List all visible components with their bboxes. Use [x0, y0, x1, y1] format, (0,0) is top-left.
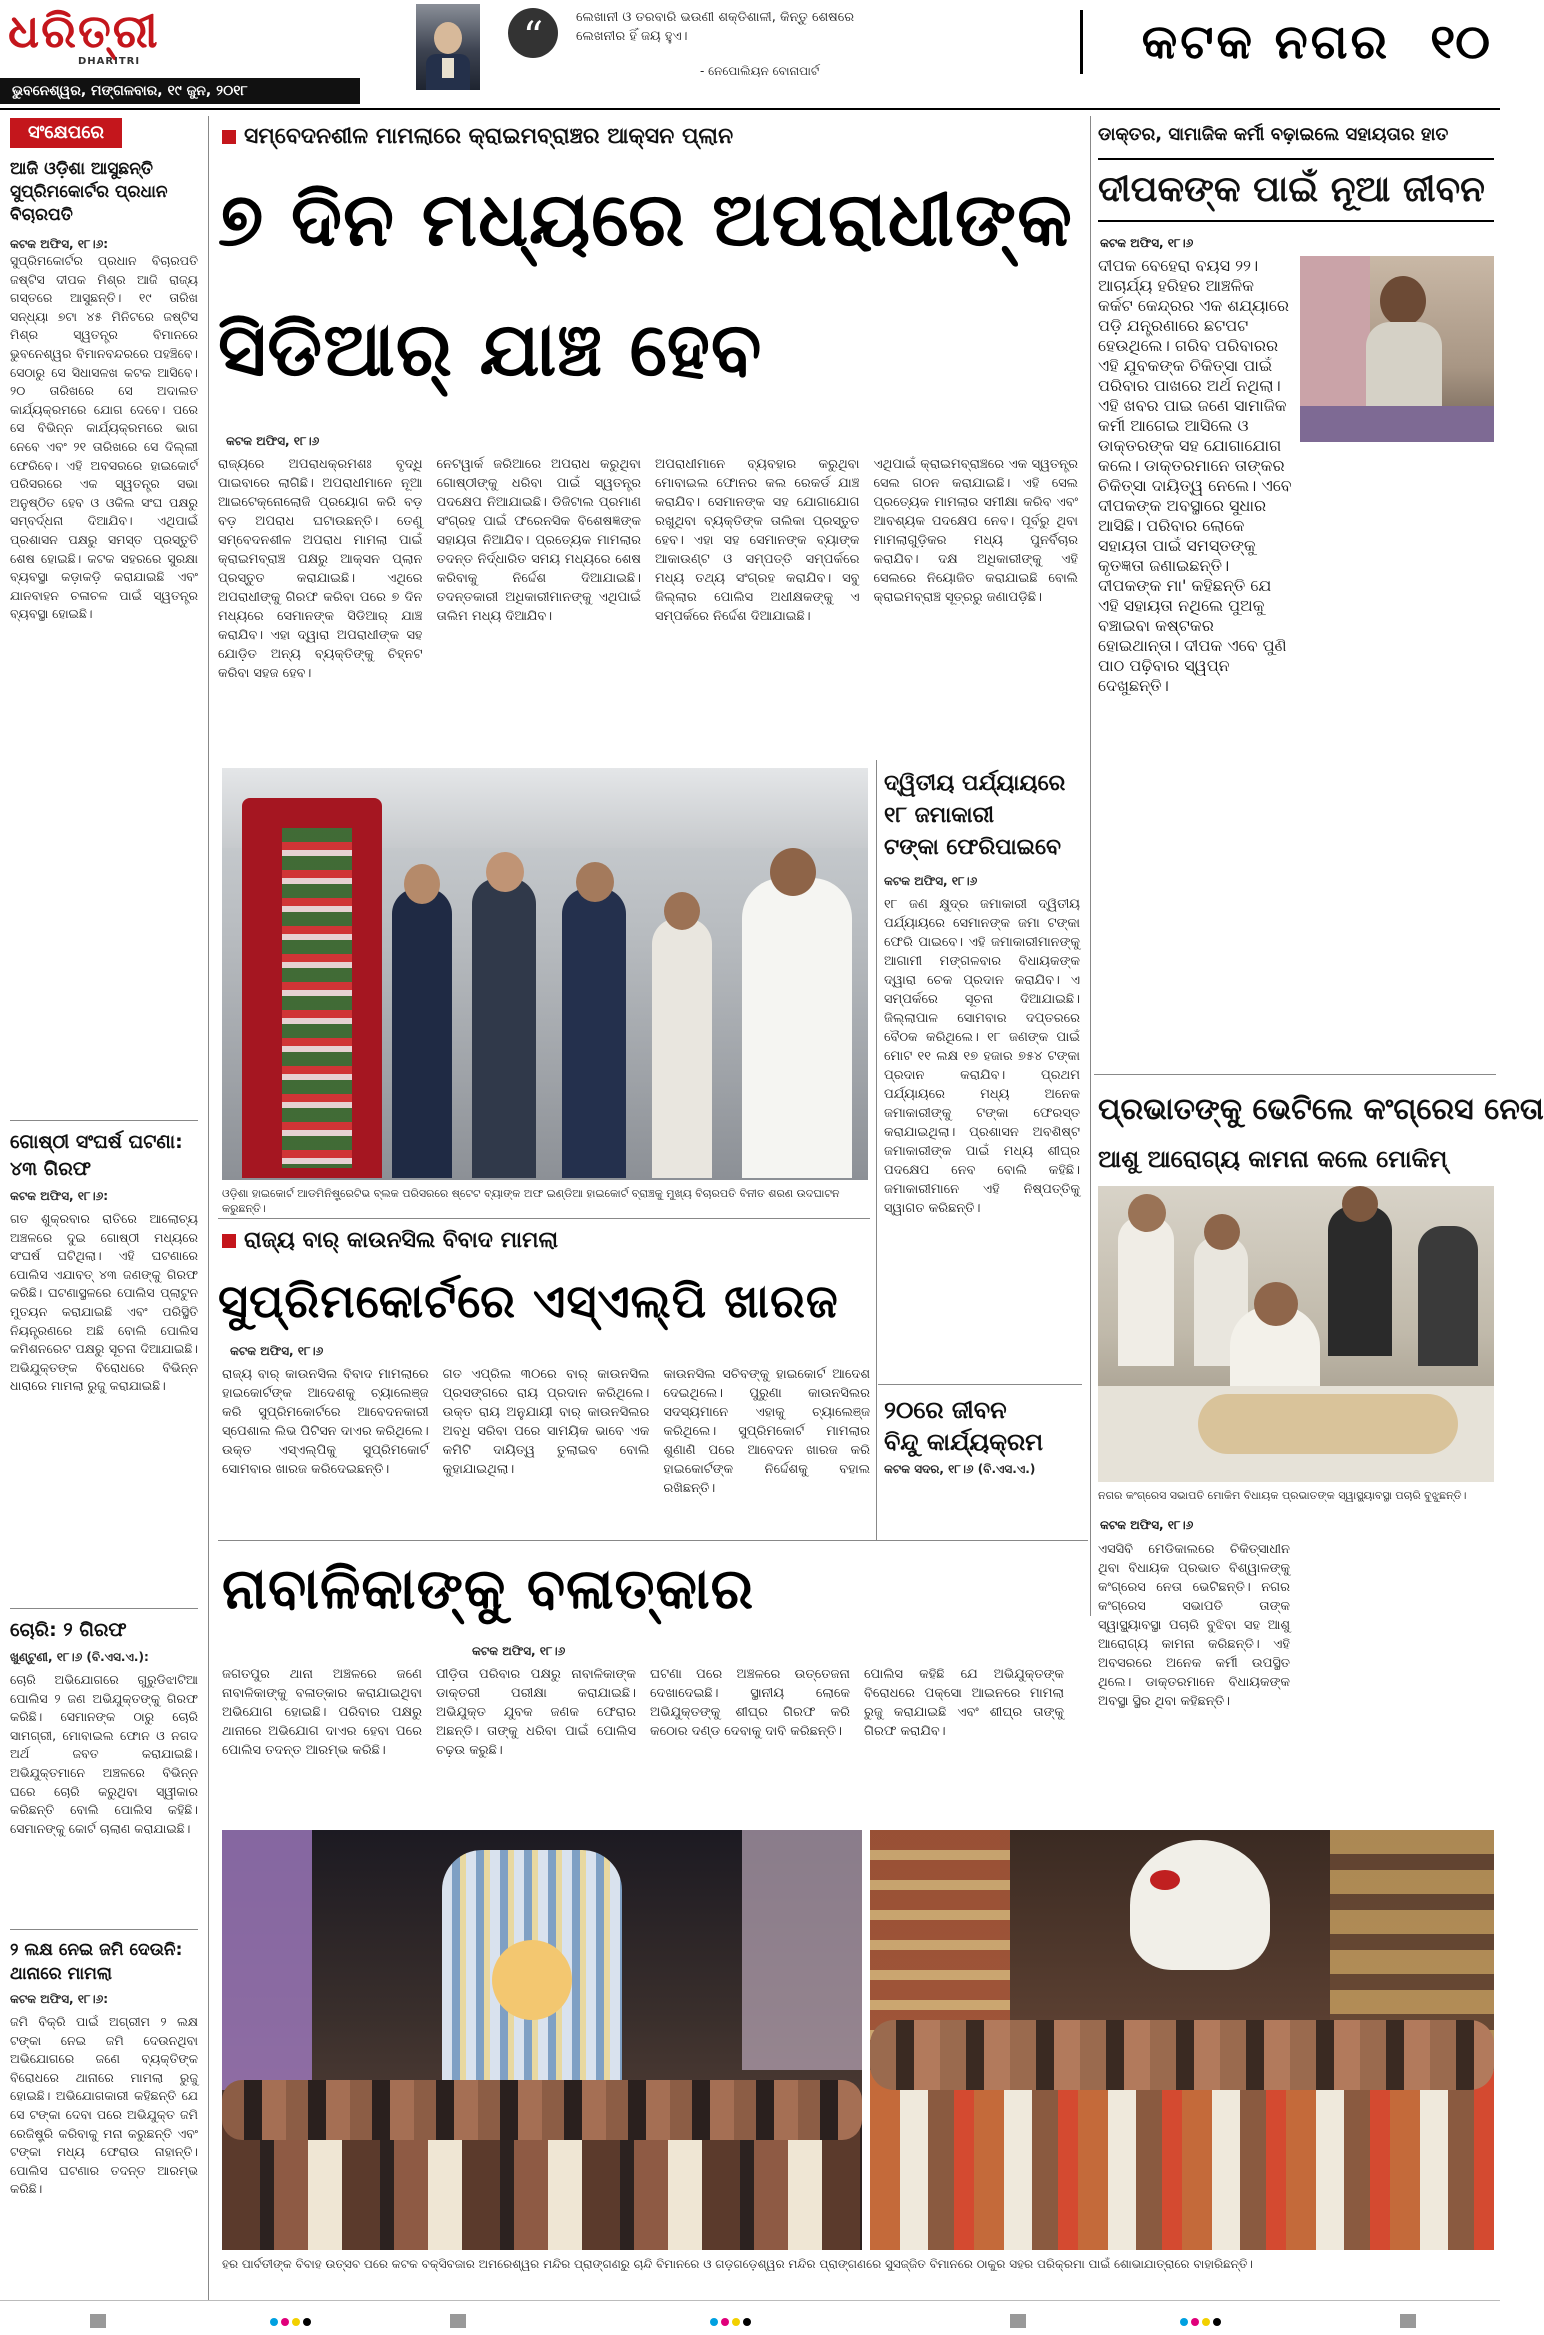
page-number: ୧୦	[1430, 14, 1490, 70]
cong-kicker: ଆଶୁ ଆରୋଗ୍ୟ କାମନା କଲେ ମୋକିମ୍	[1098, 1145, 1448, 1173]
bottom-caption: ହର ପାର୍ବତୀଙ୍କ ବିବାହ ଉତ୍ସବ ପରେ କଟକ ବକ୍ସିବଜାର ଅମରେଶ୍ୱର ମନ୍ଦିର ପ୍ରାଙ୍ଗଣରୁ ଚାନ୍ଦି ବିମାନରେ ଓ ଗଡ଼ଗଡ଼େଶ୍ୱର ମନ୍ଦିର ପ୍ରାଙ୍ଗଣରେ ସୁସଜ୍ଜିତ ବିମାନରେ ଠାକୁର ସହର ପରିକ୍ରମା ପାଇଁ ଶୋଭାଯାତ୍ରାରେ ବାହାରିଛନ୍ତି।	[222, 2257, 1253, 2271]
life-headline-1: ୨୦ରେ ଜୀବନ	[884, 1396, 1007, 1424]
bar-body	[222, 1340, 870, 1555]
dipak-kicker: ଡାକ୍ତର, ସାମାଜିକ କର୍ମୀ ବଢ଼ାଇଲେ ସହାୟତାର ହାତ	[1098, 124, 1449, 145]
masthead	[0, 0, 1500, 108]
bar-kicker: ରାଜ୍ୟ ବାର୍ କାଉନସିଲ ବିବାଦ ମାମଲା	[244, 1228, 559, 1253]
rape-col-3: ଘଟଣା ପରେ ଅଞ୍ଚଳରେ ଉତ୍ତେଜନା ଦେଖାଦେଇଛି। ସ୍ଥାନୀୟ ଲୋକେ ଅଭିଯୁକ୍ତଙ୍କୁ ଶୀଘ୍ର ଗିରଫ କରି କଠୋର ଦଣ୍ଡ ଦେବାକୁ ଦାବି କରିଛନ୍ତି।	[650, 1667, 850, 1739]
deposit-headline-1: ଦ୍ୱିତୀୟ ପର୍ଯ୍ୟାୟରେ	[884, 771, 1066, 796]
issue-date: ଭୁବନେଶ୍ୱର, ମଙ୍ଗଳବାର, ୧୯ ଜୁନ, ୨୦୧୮	[12, 83, 248, 99]
dipak-body-cont	[1098, 450, 1494, 1050]
brief-item1-body: ସୁପ୍ରିମକୋର୍ଟର ପ୍ରଧାନ ବିଚାରପତି ଜଷ୍ଟିସ ଦୀପକ ମିଶ୍ର ଆଜି ରାଜ୍ୟ ଗସ୍ତରେ ଆସୁଛନ୍ତି। ୧୯ ତାରିଖ ସନ୍ଧ୍ୟା ୭ଟା ୪୫ ମିନିଟରେ ଜଷ୍ଟିସ ମିଶ୍ର ସ୍ୱତନ୍ତ୍ର ବିମାନରେ ଭୁବନେଶ୍ୱର ବିମାନବନ୍ଦରରେ ପହଞ୍ଚିବେ। ସେଠାରୁ ସେ ସିଧାସଳଖ କଟକ ଆସିବେ। ୨୦ ତାରିଖରେ ସେ ଅଦାଲତ କାର୍ଯ୍ୟକ୍ରମରେ ଯୋଗ ଦେବେ। ପରେ ସେ ବିଭିନ୍ନ କାର୍ଯ୍ୟକ୍ରମରେ ଭାଗ ନେବେ ଏବଂ ୨୧ ତାରିଖରେ ସେ ଦିଲ୍ଲୀ ଫେରିବେ। ଏହି ଅବସରରେ ହାଇକୋର୍ଟ ପରିସରରେ ଏକ ସ୍ୱତନ୍ତ୍ର ସଭା ଅନୁଷ୍ଠିତ ହେବ ଓ ଓକିଲ ସଂଘ ପକ୍ଷରୁ ସମ୍ବର୍ଦ୍ଧନା ଦିଆଯିବ। ଏଥିପାଇଁ ପ୍ରଶାସନ ପକ୍ଷରୁ ସମସ୍ତ ପ୍ରସ୍ତୁତି ଶେଷ ହୋଇଛି। କଟକ ସହରରେ ସୁରକ୍ଷା ବ୍ୟବସ୍ଥା କଡ଼ାକଡ଼ି କରାଯାଇଛି ଏବଂ ଯାନବାହନ ଚଳାଚଳ ପାଇଁ ସ୍ୱତନ୍ତ୍ର ବ୍ୟବସ୍ଥା ହୋଇଛି।	[10, 253, 198, 622]
deposit-headline-2: ୧୮ ଜମାକାରୀ	[884, 803, 995, 828]
bar-col-1: ରାଜ୍ୟ ବାର୍ କାଉନସିଲ ବିବାଦ ମାମଲାରେ ହାଇକୋର୍ଟଙ୍କ ଆଦେଶକୁ ଚ୍ୟାଲେଞ୍ଜ କରି ସୁପ୍ରିମକୋର୍ଟରେ ଆବେଦନକାରୀ ସ୍ପେଶାଲ ଲିଭ ପିଟିସନ ଦାଏର କରିଥିଲେ। ଉକ୍ତ ଏସ୍ଏଲ୍ପିକୁ ସୁପ୍ରିମକୋର୍ଟ ସୋମବାର ଖାରଜ କରିଦେଇଛନ୍ତି।	[222, 1367, 429, 1477]
footer-crop-mark-right	[1400, 2314, 1416, 2328]
brief-item4-body: ଜମି ବିକ୍ରି ପାଇଁ ଅଗ୍ରୀମ ୨ ଲକ୍ଷ ଟଙ୍କା ନେଇ ଜମି ଦେଉନଥିବା ଅଭିଯୋଗରେ ଜଣେ ବ୍ୟକ୍ତିଙ୍କ ବିରୋଧରେ ଥାନାରେ ମାମଲା ରୁଜୁ ହୋଇଛି। ଅଭିଯୋଗକାରୀ କହିଛନ୍ତି ଯେ ସେ ଟଙ୍କା ଦେବା ପରେ ଅଭିଯୁକ୍ତ ଜମି ରେଜିଷ୍ଟ୍ରି କରିବାକୁ ମନା କରୁଛନ୍ତି ଏବଂ ଟଙ୍କା ମଧ୍ୟ ଫେରାଉ ନାହାନ୍ତି। ପୋଲିସ ଘଟଣାର ତଦନ୍ତ ଆରମ୍ଭ କରିଛି।	[10, 2014, 198, 2197]
deposit-dateline: କଟକ ଅଫିସ, ୧୮।୬	[884, 874, 978, 888]
dipak-headline-bar	[1098, 158, 1494, 222]
rape-col-4: ପୋଲିସ କହିଛି ଯେ ଅଭିଯୁକ୍ତଙ୍କ ବିରୋଧରେ ପକ୍ସୋ ଆଇନରେ ମାମଲା ରୁଜୁ କରାଯାଇଛି ଏବଂ ଶୀଘ୍ର ତାଙ୍କୁ ଗିରଫ କରାଯିବ।	[864, 1667, 1064, 1739]
rape-col-2: ପୀଡ଼ିତା ପରିବାର ପକ୍ଷରୁ ନାବାଳିକାଙ୍କ ଡାକ୍ତରୀ ପରୀକ୍ଷା କରାଯାଇଛି। ଅଭିଯୁକ୍ତ ଯୁବକ ଜଣକ ଫେରାର ଅଛନ୍ତି। ତାଙ୍କୁ ଧରିବା ପାଇଁ ପୋଲିସ ଚଢ଼ଉ କରୁଛି।	[436, 1667, 636, 1758]
lead-col-2: ନେଟୱାର୍କ ଜରିଆରେ ଅପରାଧ କରୁଥିବା ଗୋଷ୍ଠୀଙ୍କୁ ଧରିବା ପାଇଁ ସ୍ୱତନ୍ତ୍ର ପଦକ୍ଷେପ ନିଆଯାଇଛି। ଡିଜିଟାଲ ପ୍ରମାଣ ସଂଗ୍ରହ ପାଇଁ ଫରେନସିକ ବିଶେଷଜ୍ଞଙ୍କ ସହାୟତା ନିଆଯିବ। ପ୍ରତ୍ୟେକ ମାମଲାର ତଦନ୍ତ ନିର୍ଦ୍ଧାରିତ ସମୟ ମଧ୍ୟରେ ଶେଷ କରିବାକୁ ନିର୍ଦ୍ଦେଶ ଦିଆଯାଇଛି। ତଦନ୍ତକାରୀ ଅଧିକାରୀମାନଙ୍କୁ ଏଥିପାଇଁ ତାଲିମ ମଧ୍ୟ ଦିଆଯିବ।	[436, 457, 641, 624]
bar-kicker-wrap	[222, 1228, 872, 1253]
brief-item3-body: ଚୋରି ଅଭିଯୋଗରେ ଗୁରୁଡିଝାଟିଆ ପୋଲିସ ୨ ଜଣ ଅଭିଯୁକ୍ତଙ୍କୁ ଗିରଫ କରିଛି। ସେମାନଙ୍କ ଠାରୁ ଚୋରି ସାମଗ୍ରୀ, ମୋବାଇଲ ଫୋନ ଓ ନଗଦ ଅର୍ଥ ଜବତ କରାଯାଇଛି। ଅଭିଯୁକ୍ତମାନେ ଅଞ୍ଚଳରେ ବିଭିନ୍ନ ଘରେ ଚୋରି କରୁଥିବା ସ୍ୱୀକାର କରିଛନ୍ତି ବୋଲି ପୋଲିସ କହିଛି। ସେମାନଙ୍କୁ କୋର୍ଟ ଚାଲାଣ କରାଯାଇଛି।	[10, 1672, 198, 1836]
rape-headline: ନାବାଳିକାଙ୍କୁ ବଳାତ୍କାର	[222, 1557, 755, 1622]
bar-col-3: କାଉନସିଲ ସଚିବଙ୍କୁ ହାଇକୋର୍ଟ ଆଦେଶ ଦେଇଥିଲେ। ପୁରୁଣା କାଉନସିଲର ସଦସ୍ୟମାନେ ଏହାକୁ ଚ୍ୟାଲେଞ୍ଜ କରିଥିଲେ। ସୁପ୍ରିମକୋର୍ଟ ମାମଲାର ଶୁଣାଣି ପରେ ଆବେଦନ ଖାରଜ କରି ହାଇକୋର୍ଟଙ୍କ ନିର୍ଦ୍ଦେଶକୁ ବହାଲ ରଖିଛନ୍ତି।	[663, 1367, 871, 1496]
lead-col-1: ରାଜ୍ୟରେ ଅପରାଧକ୍ରମଶଃ ବୃଦ୍ଧି ପାଇବାରେ ଲାଗିଛି। ଅପରାଧୀମାନେ ନୂଆ ଆଇଟେକ୍ନୋଲୋଜି ପ୍ରୟୋଗ କରି ବଡ଼ ବଡ଼ ଅପରାଧ ଘଟାଉଛନ୍ତି। ତେଣୁ ସମ୍ବେଦନଶୀଳ ଅପରାଧ ମାମଲା ପାଇଁ କ୍ରାଇମବ୍ରାଞ୍ଚ ପକ୍ଷରୁ ଆକ୍ସନ ପ୍ଲାନ ପ୍ରସ୍ତୁତ କରାଯାଇଛି। ଏଥିରେ ଅପରାଧୀଙ୍କୁ ଗିରଫ କରିବା ପରେ ୭ ଦିନ ମଧ୍ୟରେ ସେମାନଙ୍କ ସିଡିଆର୍ ଯାଞ୍ଚ କରାଯିବ। ଏହା ଦ୍ୱାରା ଅପରାଧୀଙ୍କ ସହ ଯୋଡ଼ିତ ଅନ୍ୟ ବ୍ୟକ୍ତିଙ୍କୁ ଚିହ୍ନଟ କରିବା ସହଜ ହେବ।	[218, 457, 423, 681]
quote-mark-icon: “	[508, 8, 558, 58]
lead-col-3: ଅପରାଧୀମାନେ ବ୍ୟବହାର କରୁଥିବା ମୋବାଇଲ ଫୋନର କଲ ରେକର୍ଡ ଯାଞ୍ଚ କରାଯିବ। ସେମାନଙ୍କ ସହ ଯୋଗାଯୋଗ ରଖୁଥିବା ବ୍ୟକ୍ତିଙ୍କ ତାଲିକା ପ୍ରସ୍ତୁତ ହେବ। ଏହା ସହ ସେମାନଙ୍କ ବ୍ୟାଙ୍କ ଆକାଉଣ୍ଟ ଓ ସମ୍ପତ୍ତି ସମ୍ପର୍କରେ ମଧ୍ୟ ତଥ୍ୟ ସଂଗ୍ରହ କରାଯିବ। ସବୁ ଜିଲ୍ଲାର ପୋଲିସ ଅଧୀକ୍ଷକଙ୍କୁ ଏ ସମ୍ପର୍କରେ ନିର୍ଦ୍ଦେଶ ଦିଆଯାଇଛି।	[655, 457, 860, 624]
brief-column	[10, 118, 198, 2313]
cong-dateline: କଟକ ଅଫିସ, ୧୮।୬	[1100, 1518, 1194, 1532]
deposit-headline-3: ଟଙ୍କା ଫେରିପାଇବେ	[884, 835, 1062, 860]
registration-mark-1	[270, 2318, 311, 2326]
brief-item3-dateline: ଖୁଣ୍ଟୁଣୀ, ୧୮।୬ (ବି.ଏସ.ଏ.):	[10, 1650, 149, 1664]
rape-dateline: କଟକ ଅଫିସ, ୧୮।୬	[472, 1644, 566, 1658]
registration-mark-3	[1180, 2318, 1221, 2326]
dipak-headline: ଦୀପକଙ୍କ ପାଇଁ ନୂଆ ଜୀବନ	[1098, 169, 1485, 210]
rape-body	[222, 1640, 1492, 1820]
date-bar	[0, 78, 360, 104]
dipak-body: ଦୀପକ ବେହେରା ବୟସ ୨୨। ଆଚାର୍ଯ୍ୟ ହରିହର ଆଞ୍ଚଳିକ କର୍କଟ କେନ୍ଦ୍ରର ଏକ ଶଯ୍ୟାରେ ପଡ଼ି ଯନ୍ତ୍ରଣାରେ ଛଟପଟ ହେଉଥିଲେ। ଗରିବ ପରିବାରର ଏହି ଯୁବକଙ୍କ ଚିକିତ୍ସା ପାଇଁ ପରିବାର ପାଖରେ ଅର୍ଥ ନଥିଲା। ଏହି ଖବର ପାଇ ଜଣେ ସାମାଜିକ କର୍ମୀ ଆଗେଇ ଆସିଲେ ଓ ଡାକ୍ତରଙ୍କ ସହ ଯୋଗାଯୋଗ କଲେ। ଡାକ୍ତରମାନେ ତାଙ୍କର ଚିକିତ୍ସା ଦାୟିତ୍ୱ ନେଲେ। ଏବେ ଦୀପକଙ୍କ ଅବସ୍ଥାରେ ସୁଧାର ଆସିଛି। ପରିବାର ଲୋକେ ସହାୟତା ପାଇଁ ସମସ୍ତଙ୍କୁ କୃତଜ୍ଞତା ଜଣାଇଛନ୍ତି। ଦୀପକଙ୍କ ମା' କହିଛନ୍ତି ଯେ ଏହି ସହାୟତା ନଥିଲେ ପୁଅକୁ ବଞ୍ଚାଇବା କଷ୍ଟକର ହୋଇଥାନ୍ତା। ଦୀପକ ଏବେ ପୁଣି ପାଠ ପଢ଼ିବାର ସ୍ୱପ୍ନ ଦେଖୁଛନ୍ତି।	[1098, 256, 1292, 695]
lead-headline-2: ସିଡିଆର୍ ଯାଞ୍ଚ ହେବ	[218, 307, 763, 393]
deposit-body: ୧୮ ଜଣ କ୍ଷୁଦ୍ର ଜମାକାରୀ ଦ୍ୱିତୀୟ ପର୍ଯ୍ୟାୟରେ ସେମାନଙ୍କ ଜମା ଟଙ୍କା ଫେରି ପାଇବେ। ଏହି ଜମାକାରୀମାନଙ୍କୁ ଆଗାମୀ ମଙ୍ଗଳବାର ବିଧାୟକଙ୍କ ଦ୍ୱାରା ଚେକ ପ୍ରଦାନ କରାଯିବ। ଏ ସମ୍ପର୍କରେ ସୂଚନା ଦିଆଯାଇଛି। ଜିଲ୍ଲାପାଳ ସୋମବାର ଦପ୍ତରରେ ବୈଠକ କରିଥିଲେ। ୧୮ ଜଣଙ୍କ ପାଇଁ ମୋଟ ୧୧ ଲକ୍ଷ ୧୭ ହଜାର ୭୫୪ ଟଙ୍କା ପ୍ରଦାନ କରାଯିବ। ପ୍ରଥମ ପର୍ଯ୍ୟାୟରେ ମଧ୍ୟ ଅନେକ ଜମାକାରୀଙ୍କୁ ଟଙ୍କା ଫେରସ୍ତ କରାଯାଇଥିଲା। ପ୍ରଶାସନ ଅବଶିଷ୍ଟ ଜମାକାରୀଙ୍କ ପାଇଁ ମଧ୍ୟ ଶୀଘ୍ର ପଦକ୍ଷେପ ନେବ ବୋଲି କହିଛି। ଜମାକାରୀମାନେ ଏହି ନିଷ୍ପତ୍ତିକୁ ସ୍ୱାଗତ କରିଛନ୍ତି।	[884, 897, 1080, 1216]
brief-item1-title: ଆଜି ଓଡ଼ିଶା ଆସୁଛନ୍ତି ସୁପ୍ରିମକୋର୍ଟର ପ୍ରଧାନ ବିଚାରପତି	[10, 159, 168, 225]
logo-text: ଧରିତ୍ରୀ	[8, 4, 160, 58]
lead-body	[218, 430, 1078, 750]
lead-col-4: ଏଥିପାଇଁ କ୍ରାଇମବ୍ରାଞ୍ଚରେ ଏକ ସ୍ୱତନ୍ତ୍ର ସେଲ ଗଠନ କରାଯାଇଛି। ଏହି ସେଲ ପ୍ରତ୍ୟେକ ମାମଲାର ସମୀକ୍ଷା କରିବ ଏବଂ ଆବଶ୍ୟକ ପଦକ୍ଷେପ ନେବ। ପୂର୍ବରୁ ଥିବା ମାମଲାଗୁଡ଼ିକର ମଧ୍ୟ ପୁନର୍ବିଚାର କରାଯିବ। ଦକ୍ଷ ଅଧିକାରୀଙ୍କୁ ଏହି ସେଲରେ ନିୟୋଜିତ କରାଯାଇଛି ବୋଲି କ୍ରାଇମବ୍ରାଞ୍ଚ ସୂତ୍ରରୁ ଜଣାପଡ଼ିଛି।	[873, 457, 1078, 605]
life-headline-2: ବିନ୍ଦୁ କାର୍ଯ୍ୟକ୍ରମ	[884, 1428, 1044, 1456]
brief-item2-title: ଗୋଷ୍ଠୀ ସଂଘର୍ଷ ଘଟଣା: ୪୩ ଗିରଫ	[10, 1131, 183, 1180]
procession-photo-left	[222, 1830, 862, 2250]
quote-text: ଲେଖାନୀ ଓ ତରବାରି ଭଉଣୀ ଶକ୍ତିଶାଳୀ, କିନ୍ତୁ ଶେଷରେ ଲେଖନୀର ହିଁ ଜୟ ହୁଏ।	[576, 10, 855, 44]
bar-dateline: କଟକ ଅଫିସ, ୧୮।୬	[230, 1344, 324, 1358]
lead-dateline: କଟକ ଅଫିସ, ୧୮।୬	[226, 434, 320, 448]
lead-photo-caption: ଓଡ଼ିଶା ହାଇକୋର୍ଟ ଆଡମିନିଷ୍ଟ୍ରେଟିଭ ବ୍ଲକ ପରିସରରେ ଷ୍ଟେଟ ବ୍ୟାଙ୍କ ଅଫ ଇଣ୍ଡିଆ ହାଇକୋର୍ଟ ବ୍ରାଞ୍ଚକୁ ମୁଖ୍ୟ ବିଚାରପତି ବିନୀତ ଶରଣ ଉଦଘାଟନ କରୁଛନ୍ତି।	[222, 1187, 840, 1215]
lead-photo	[222, 768, 868, 1180]
life-story	[884, 1394, 1080, 1483]
dipak-photo	[1300, 256, 1494, 442]
bar-col-2: ଗତ ଏପ୍ରିଲ ୩୦ରେ ବାର୍ କାଉନସିଲ ପ୍ରସଙ୍ଗରେ ରାୟ ପ୍ରଦାନ କରିଥିଲେ। ଉକ୍ତ ରାୟ ଅନୁଯାୟୀ ବାର୍ କାଉନସିଲର ଅବଧି ସରିବା ପରେ ସାମୟିକ ଭାବେ ଏକ କମିଟି ଦାୟିତ୍ୱ ତୁଲାଇବ ବୋଲି କୁହାଯାଇଥିଲା।	[442, 1367, 650, 1477]
footer-crop-mark-2	[450, 2314, 466, 2328]
logo	[8, 4, 308, 70]
section-title: କଟକ ନଗର	[1141, 14, 1390, 70]
cong-photo	[1098, 1186, 1494, 1482]
lead-headline-1: ୭ ଦିନ ମଧ୍ୟରେ ଅପରାଧୀଙ୍କ	[218, 177, 1073, 263]
brief-item4-dateline: କଟକ ଅଫିସ, ୧୮।୬:	[10, 1992, 109, 2006]
life-dateline: କଟକ ସଦର, ୧୮।୬ (ବି.ଏସ.ଏ.)	[884, 1462, 1036, 1476]
deposit-story	[884, 768, 1080, 1395]
footer-crop-mark-3	[1010, 2314, 1026, 2328]
registration-mark-2	[710, 2318, 751, 2326]
brief-item3-title: ଚୋରି: ୨ ଗିରଫ	[10, 1619, 127, 1641]
rape-col-1: ଜଗତପୁର ଥାନା ଅଞ୍ଚଳରେ ଜଣେ ନାବାଳିକାଙ୍କୁ ବଳାତ୍କାର କରାଯାଇଥିବା ଅଭିଯୋଗ ହୋଇଛି। ପରିବାର ପକ୍ଷରୁ ଥାନାରେ ଅଭିଯୋଗ ଦାଏର ହେବା ପରେ ପୋଲିସ ତଦନ୍ତ ଆରମ୍ଭ କରିଛି।	[222, 1667, 422, 1758]
quote-portrait	[416, 4, 480, 90]
cong-photo-caption: ନଗର କଂଗ୍ରେସ ସଭାପତି ମୋକିମ ବିଧାୟକ ପ୍ରଭାତଙ୍କ ସ୍ୱାସ୍ଥ୍ୟାବସ୍ଥା ପଚାରି ବୁଝୁଛନ୍ତି।	[1098, 1489, 1467, 1502]
brief-item2-dateline: କଟକ ଅଫିସ, ୧୮।୬:	[10, 1189, 109, 1203]
footer-crop-mark-left	[90, 2314, 106, 2328]
bar-headline: ସୁପ୍ରିମକୋର୍ଟରେ ଏସ୍ଏଲ୍ପି ଖାରଜ	[218, 1274, 839, 1328]
quote-author: - ନେପୋଲିୟନ ବୋନାପାର୍ଟ	[700, 64, 820, 78]
brief-item2-body: ଗତ ଶୁକ୍ରବାର ରାତିରେ ଆଲୋଚ୍ୟ ଅଞ୍ଚଳରେ ଦୁଇ ଗୋଷ୍ଠୀ ମଧ୍ୟରେ ସଂଘର୍ଷ ଘଟିଥିଲା। ଏହି ଘଟଣାରେ ପୋଲିସ ଏଯାବତ୍ ୪୩ ଜଣଙ୍କୁ ଗିରଫ କରିଛି। ଘଟଣାସ୍ଥଳରେ ପୋଲିସ ପ୍ଲାଟୁନ ମୁତୟନ କରାଯାଇଛି ଏବଂ ପରିସ୍ଥିତି ନିୟନ୍ତ୍ରଣରେ ଅଛି ବୋଲି ପୋଲିସ କମିଶନରେଟ ପକ୍ଷରୁ ସୂଚନା ଦିଆଯାଇଛି। ଅଭିଯୁକ୍ତଙ୍କ ବିରୋଧରେ ବିଭିନ୍ନ ଧାରାରେ ମାମଲା ରୁଜୁ କରାଯାଇଛି।	[10, 1211, 198, 1394]
brief-item4-title: ୨ ଲକ୍ଷ ନେଇ ଜମି ଦେଉନି: ଥାନାରେ ମାମଲା	[10, 1940, 183, 1984]
lead-kicker: ସମ୍ବେଦନଶୀଳ ମାମଲାରେ କ୍ରାଇମବ୍ରାଞ୍ଚର ଆକ୍ସନ ପ୍ଲାନ	[244, 124, 734, 149]
cong-body-text: ଏସସିବି ମେଡିକାଲରେ ଚିକିତ୍ସାଧୀନ ଥିବା ବିଧାୟକ ପ୍ରଭାତ ବିଶ୍ୱାଳଙ୍କୁ କଂଗ୍ରେସ ନେତା ଭେଟିଛନ୍ତି। ନଗର କଂଗ୍ରେସ ସଭାପତି ତାଙ୍କ ସ୍ୱାସ୍ଥ୍ୟାବସ୍ଥା ପଚାରି ବୁଝିବା ସହ ଆଶୁ ଆରୋଗ୍ୟ କାମନା କରିଛନ୍ତି। ଏହି ଅବସରରେ ଅନେକ କର୍ମୀ ଉପସ୍ଥିତ ଥିଲେ। ଡାକ୍ତରମାନେ ବିଧାୟକଙ୍କ ଅବସ୍ଥା ସ୍ଥିର ଥିବା କହିଛନ୍ତି।	[1098, 1542, 1290, 1709]
cong-headline-bar	[1098, 1082, 1544, 1138]
brief-label: ସଂକ୍ଷେପରେ	[10, 118, 122, 148]
brief-item1-dateline: କଟକ ଅଫିସ, ୧୮।୬:	[10, 237, 109, 251]
lead-kicker-wrap	[222, 124, 1082, 149]
logo-subtext: DHARITRI	[78, 56, 141, 67]
dipak-dateline: କଟକ ଅଫିସ, ୧୮।୬	[1100, 236, 1194, 250]
cong-headline: ପ୍ରଭାତଙ୍କୁ ଭେଟିଲେ କଂଗ୍ରେସ ନେତା	[1098, 1092, 1544, 1127]
procession-photo-right	[870, 1830, 1494, 2250]
